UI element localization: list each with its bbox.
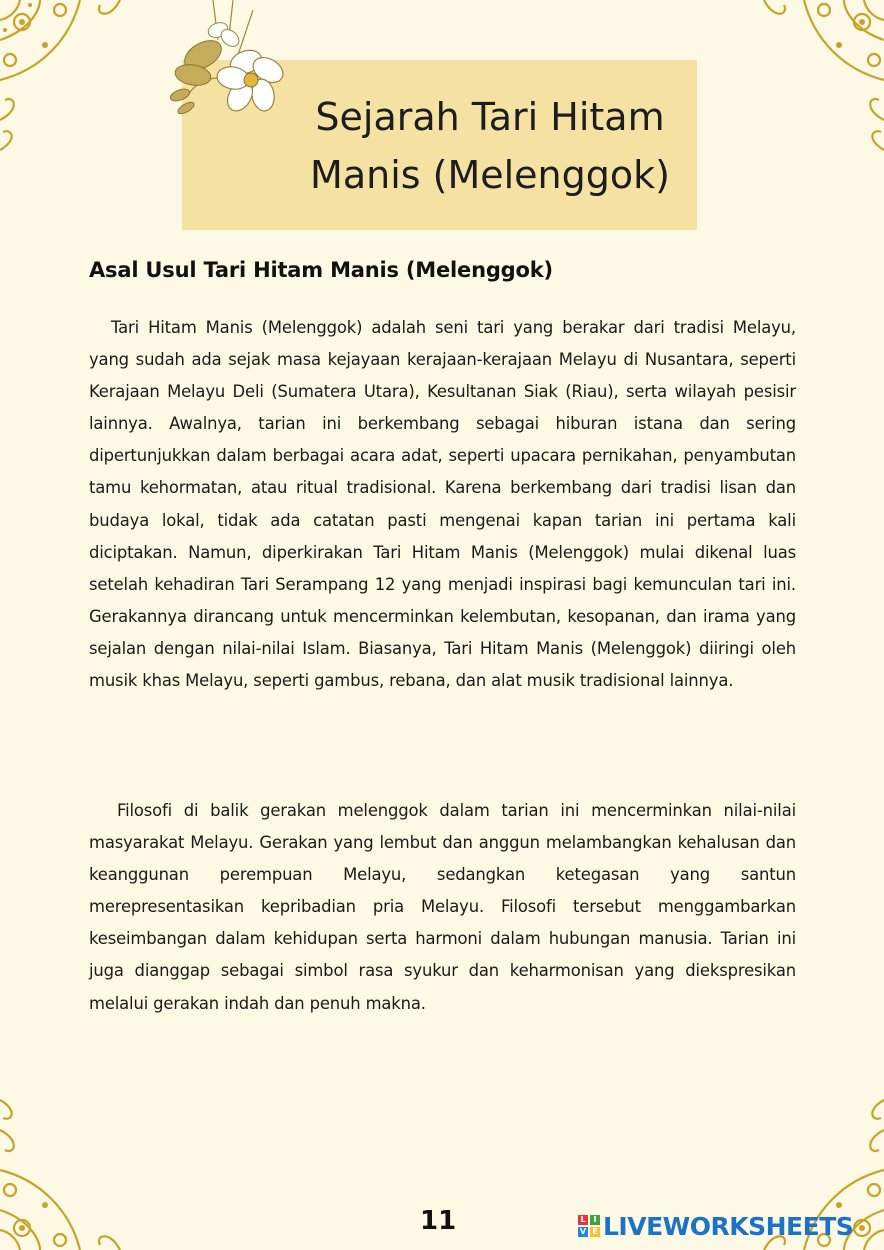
logo-letter: L <box>578 1215 588 1225</box>
corner-ornament-top-right <box>684 0 884 200</box>
page-title-line-1: Sejarah Tari Hitam <box>315 95 665 139</box>
logo-letter: I <box>590 1215 600 1225</box>
corner-ornament-bottom-left <box>0 1050 200 1250</box>
logo-letter: V <box>579 1227 587 1236</box>
section-heading: Asal Usul Tari Hitam Manis (Melenggok) <box>89 258 553 282</box>
liveworksheets-wordmark: LIVEWORKSHEETS <box>603 1211 854 1241</box>
paragraph-philosophy: Filosofi di balik gerakan melenggok dalam tarian ini mencerminkan nilai-nilai masyarakat Melayu. Gerakan yang lembut dan anggun melambangkan kehalusan dan keanggunan perempuan Melayu, sedangkan ketegasan yang santun merepresentasikan kepribadian pria Melayu. Filosofi tersebut menggambarkan keseimbangan dalam kehidupan serta harmoni dalam hubungan manusia. Tarian ini juga dianggap sebagai simbol rasa syukur dan keharmonisan yang diekspresikan melalui gerakan indah dan penuh makna. <box>89 801 796 1013</box>
page-title-line-2: Manis (Melenggok) <box>310 153 670 197</box>
page-title <box>290 88 690 204</box>
liveworksheets-logo[interactable] <box>578 1208 853 1244</box>
paragraph-origin: Tari Hitam Manis (Melenggok) adalah seni tari yang berakar dari tradisi Melayu, yang sudah ada sejak masa kejayaan kerajaan-kerajaan Melayu di Nusantara, seperti Kerajaan Melayu Deli (Sumatera Utara), Kesultanan Siak (Riau), serta wilayah pesisir lainnya. Awalnya, tarian ini berkembang sebagai hiburan istana dan sering dipertunjukkan dalam berbagai acara adat, seperti upacara pernikahan, penyambutan tamu kehormatan, atau ritual tradisional. Karena berkembang dari tradisi lisan dan budaya lokal, tidak ada catatan pasti mengenai kapan tarian ini pertama kali diciptakan. Namun, diperkirakan Tari Hitam Manis (Melenggok) mulai dikenal luas setelah kehadiran Tari Serampang 12 yang menjadi inspirasi bagi kemunculan tari ini. Gerakannya dirancang untuk mencerminkan kelembutan, kesopanan, dan irama yang sejalan dengan nilai-nilai Islam. Biasanya, Tari Hitam Manis (Melenggok) diiringi oleh musik khas Melayu, seperti gambus, rebana, dan alat musik tradisional lainnya. <box>89 318 796 691</box>
page-number: 11 <box>420 1206 457 1236</box>
logo-letter: E <box>590 1227 600 1237</box>
liveworksheets-logo-icon <box>578 1215 600 1237</box>
